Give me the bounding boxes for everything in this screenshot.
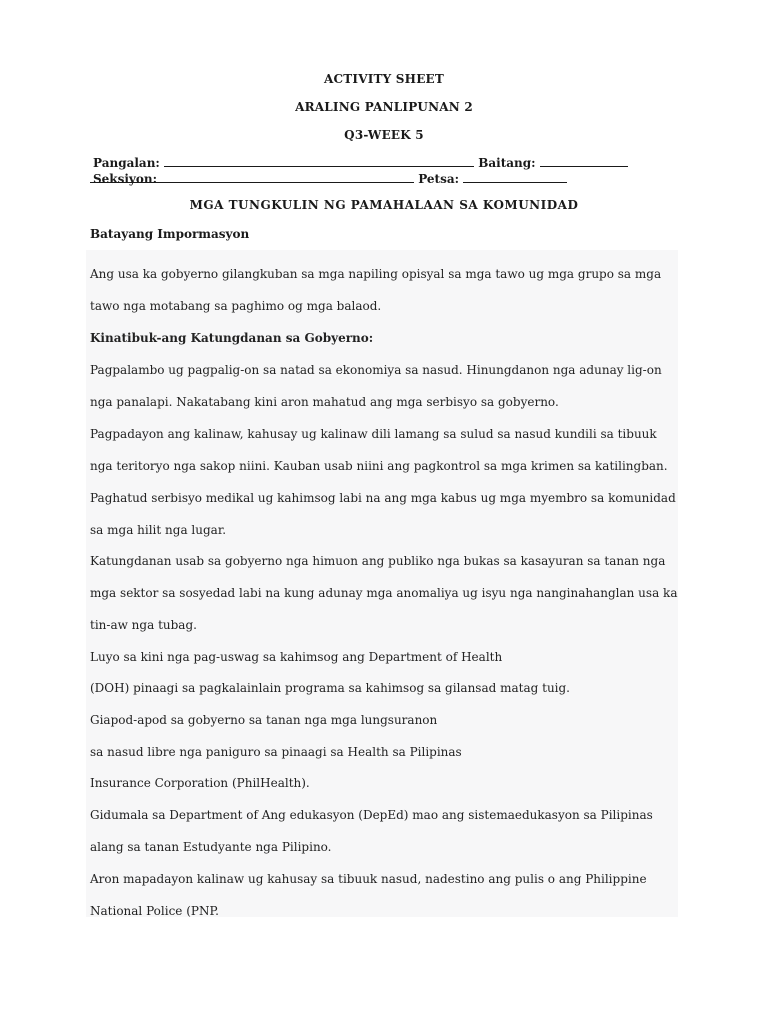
body-line: Gidumala sa Department of Ang edukasyon (DepEd) mao ang sistemaedukasyon sa Pilipinas	[90, 808, 653, 822]
week-label: Q3-WEEK 5	[344, 128, 424, 142]
grade-field[interactable]	[540, 155, 628, 167]
body-line: nga teritoryo nga sakop niini. Kauban usab niini ang pagkontrol sa mga krimen sa katilingban.	[90, 459, 668, 473]
student-info-row-2	[90, 171, 690, 187]
body-line: National Police (PNP.	[90, 904, 219, 918]
body-line: sa mga hilit nga lugar.	[90, 523, 227, 537]
body-line: Luyo sa kini nga pag-uswag sa kahimsog ang Department of Health	[90, 650, 503, 664]
body-line: Paghatud serbisyo medikal ug kahimsog labi na ang mga kabus ug mga myembro sa komunidad	[90, 491, 676, 505]
lesson-heading: MGA TUNGKULIN NG PAMAHALAAN SA KOMUNIDAD	[189, 198, 579, 212]
body-line: tin-aw nga tubag.	[90, 618, 197, 632]
section-label: Seksiyon:	[93, 172, 158, 186]
body-line: Katungdanan usab sa gobyerno nga himuon ang publiko nga bukas sa kasayuran sa tanan nga	[90, 554, 666, 568]
body-line: mga sektor sa sosyedad labi na kung adunay mga anomaliya ug isyu nga nanginahanglan usa ka	[90, 586, 678, 600]
body-line: Giapod-apod sa gobyerno sa tanan nga mga lungsuranon	[90, 713, 438, 727]
body-line: alang sa tanan Estudyante nga Pilipino.	[90, 840, 332, 854]
name-label: Pangalan:	[93, 156, 160, 170]
body-line: Pagpadayon ang kalinaw, kahusay ug kalinaw dili lamang sa sulud sa nasud kundili sa tibuuk	[90, 427, 657, 441]
grade-label: Baitang:	[478, 156, 536, 170]
sheet-title: ACTIVITY SHEET	[323, 72, 445, 86]
body-line: sa nasud libre nga paniguro sa pinaagi sa Health sa Pilipinas	[90, 745, 462, 759]
section-subheading: Batayang Impormasyon	[90, 227, 250, 241]
section-field[interactable]	[90, 171, 414, 183]
body-line: (DOH) pinaagi sa pagkalainlain programa sa kahimsog sa gilansad matag tuig.	[90, 681, 570, 695]
body-line: tawo nga motabang sa paghimo og mga balaod.	[90, 299, 382, 313]
date-field[interactable]	[463, 171, 567, 183]
date-label: Petsa:	[418, 172, 460, 186]
duties-subheading: Kinatibuk-ang Katungdanan sa Gobyerno:	[90, 331, 374, 345]
body-line: Pagpalambo ug pagpalig-on sa natad sa ekonomiya sa nasud. Hinungdanon nga adunay lig-on	[90, 363, 662, 377]
body-line: Aron mapadayon kalinaw ug kahusay sa tibuuk nasud, nadestino ang pulis o ang Philippine	[90, 872, 647, 886]
body-line: Ang usa ka gobyerno gilangkuban sa mga napiling opisyal sa mga tawo ug mga grupo sa mga	[90, 267, 662, 281]
name-field[interactable]	[164, 155, 474, 167]
subject-title: ARALING PANLIPUNAN 2	[295, 100, 473, 114]
body-line: Insurance Corporation (PhilHealth).	[90, 776, 310, 790]
body-line: nga panalapi. Nakatabang kini aron mahatud ang mga serbisyo sa gobyerno.	[90, 395, 559, 409]
